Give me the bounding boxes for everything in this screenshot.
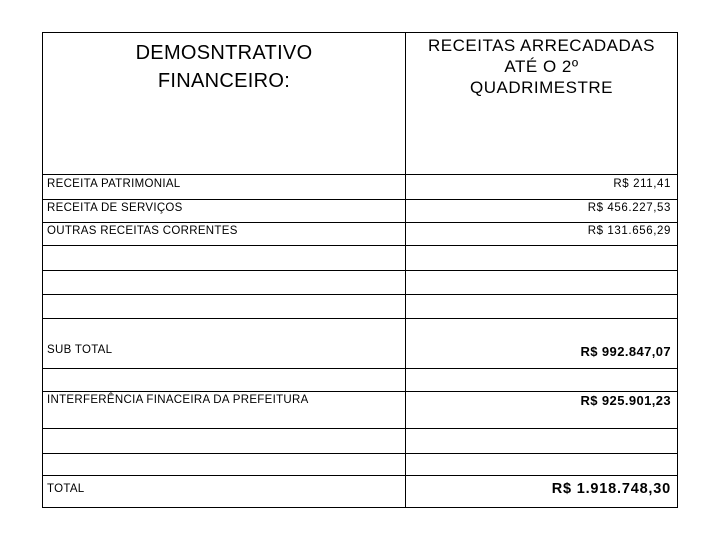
subtotal-row	[43, 319, 677, 369]
header-right-cell	[406, 33, 677, 174]
row-value-receita-servicos: R$ 456.227,53	[587, 202, 671, 214]
row-value-receita-patrimonial: R$ 211,41	[613, 178, 671, 190]
table-title	[43, 39, 405, 95]
header-left-cell	[43, 33, 406, 174]
row-label-receita-patrimonial: RECEITA PATRIMONIAL	[47, 178, 181, 190]
interferencia-row	[43, 392, 677, 429]
total-value: R$ 1.918.748,30	[551, 481, 671, 497]
interferencia-value: R$ 925.901,23	[580, 393, 671, 408]
column-header-line-1: RECEITAS ARRECADADAS	[428, 36, 655, 55]
total-row	[43, 476, 677, 507]
title-line-1: DEMOSNTRATIVO	[135, 42, 313, 64]
financial-statement-table	[42, 32, 678, 508]
table-row	[43, 429, 677, 454]
row-value-outras-receitas: R$ 131.656,29	[587, 225, 671, 237]
header-row	[43, 33, 677, 175]
table-row	[43, 175, 677, 200]
table-row	[43, 246, 677, 271]
column-header-line-2: ATÉ O 2º	[504, 57, 579, 76]
table-row	[43, 271, 677, 295]
interferencia-label: INTERFERÊNCIA FINACEIRA DA PREFEITURA	[47, 394, 309, 406]
row-label-receita-servicos: RECEITA DE SERVIÇOS	[47, 202, 183, 214]
table-row	[43, 200, 677, 223]
subtotal-value: R$ 992.847,07	[580, 344, 671, 359]
table-row	[43, 295, 677, 319]
row-label-outras-receitas: OUTRAS RECEITAS CORRENTES	[47, 225, 238, 237]
table-row	[43, 454, 677, 476]
title-line-2: FINANCEIRO:	[157, 70, 291, 92]
total-label: TOTAL	[47, 483, 85, 495]
column-header	[406, 35, 677, 98]
subtotal-label: SUB TOTAL	[47, 344, 113, 356]
table-row	[43, 223, 677, 246]
table-row	[43, 369, 677, 392]
column-header-line-3: QUADRIMESTRE	[470, 78, 613, 97]
